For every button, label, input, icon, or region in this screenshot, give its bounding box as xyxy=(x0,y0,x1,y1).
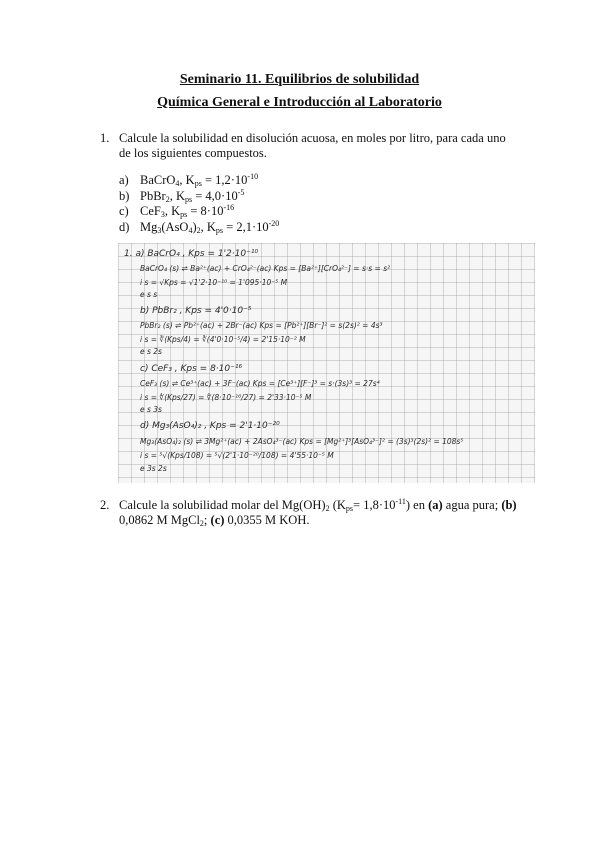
text-run: (K xyxy=(329,498,346,512)
k-value: = 2,1·10 xyxy=(223,219,269,234)
text-run: Calcule la solubilidad molar del Mg(OH) xyxy=(119,498,326,512)
notes-line: PbBr₂ (s) ⇌ Pb²⁺(ac) + 2Br⁻(ac) Kps = [Pb²⁺][Br⁻]² = s(2s)² = 4s³ xyxy=(140,321,383,330)
notes-line: e s 3s xyxy=(140,405,162,414)
part-label: (c) xyxy=(210,513,225,527)
exponent: -11 xyxy=(395,497,406,506)
text-run: 0,0355 M KOH. xyxy=(224,513,310,527)
notes-line: 1. a) BaCrO₄ , Kps = 1'2·10⁻¹⁰ xyxy=(124,249,259,259)
subscript: 2 xyxy=(196,225,201,235)
k-value: = 8·10 xyxy=(187,204,224,218)
notes-line: d) Mg₃(AsO₄)₂ , Kps = 2'1·10⁻²⁰ xyxy=(140,421,280,431)
exponent: -10 xyxy=(247,172,259,181)
k-label: , K xyxy=(169,188,185,203)
question-text: Calcule la solubilidad en disolución acuosa, en moles por litro, para cada uno de los siguientes compuestos. xyxy=(119,131,506,160)
notes-line: CeF₃ (s) ⇌ Ce³⁺(ac) + 3F⁻(ac) Kps = [Ce³⁺][F⁻]³ = s·(3s)³ = 27s⁴ xyxy=(140,379,380,388)
text-run: 0,0862 M MgCl xyxy=(119,513,200,527)
item-label: d) xyxy=(119,219,130,234)
compound-list xyxy=(119,173,279,235)
subscript: ps xyxy=(180,210,188,219)
question-text xyxy=(119,498,529,528)
formula: (AsO xyxy=(161,219,189,234)
text-run: = 1,8·10 xyxy=(353,498,396,512)
notes-line: i s = ∛(Kps/4) = ∛(4'0·10⁻⁵/4) = 2'15·10⁻² M xyxy=(140,335,306,344)
notes-line: i s = ⁵√(Kps/108) = ⁵√(2'1·10⁻²⁰/108) = 4'55·10⁻⁵ M xyxy=(140,451,334,460)
subscript: ps xyxy=(345,504,354,513)
k-label: , K xyxy=(164,204,181,218)
exponent: -20 xyxy=(268,218,280,228)
notes-line: e 3s 2s xyxy=(140,464,167,473)
formula: Mg xyxy=(140,219,158,234)
document-subtitle: Química General e Introducción al Laboratorio xyxy=(157,95,442,110)
formula: PbBr xyxy=(140,188,166,203)
part-label: (b) xyxy=(501,498,517,512)
item-label: c) xyxy=(119,204,129,218)
notes-line: BaCrO₄ (s) ⇌ Ba²⁺(ac) + CrO₄²⁻(ac) Kps = [Ba²⁺][CrO₄²⁻] = s·s = s² xyxy=(140,264,391,273)
subscript: 2 xyxy=(325,504,330,513)
notes-line: e s 2s xyxy=(140,347,162,356)
part-label: (a) xyxy=(428,498,443,512)
list-item xyxy=(119,173,279,189)
formula: BaCrO xyxy=(140,173,176,187)
notes-line: b) PbBr₂ , Kps = 4'0·10⁻⁵ xyxy=(140,306,252,316)
question-number: 1. xyxy=(100,131,110,145)
text-run: ) en xyxy=(405,498,429,512)
k-label: , K xyxy=(200,219,216,234)
notes-line: c) CeF₃ , Kps = 8·10⁻¹⁶ xyxy=(140,364,243,374)
formula: CeF xyxy=(140,204,161,218)
list-item xyxy=(119,189,279,205)
list-item xyxy=(119,220,279,236)
document-title: Seminario 11. Equilibrios de solubilidad xyxy=(179,72,420,87)
text-run: agua pura; xyxy=(442,498,502,512)
subscript: 3 xyxy=(157,225,162,235)
subscript: ps xyxy=(184,194,193,204)
item-label: b) xyxy=(119,188,130,203)
notes-line: i s = ∜(Kps/27) = ∜(8·10⁻¹⁶/27) = 2'33·10⁻⁵ M xyxy=(140,393,312,402)
k-value: = 1,2·10 xyxy=(201,173,248,187)
handwritten-notes-image xyxy=(118,243,535,483)
notes-line: Mg₃(AsO₄)₂ (s) ⇌ 3Mg²⁺(ac) + 2AsO₄³⁻(ac) Kps = [Mg²⁺]³[AsO₄³⁻]² = (3s)³(2s)² = 108s⁵ xyxy=(140,437,464,446)
subscript: 3 xyxy=(160,210,165,219)
question-number: 2. xyxy=(100,498,110,512)
text-run: ; xyxy=(203,513,211,527)
k-label: , K xyxy=(179,173,195,187)
k-value: = 4,0·10 xyxy=(192,188,238,203)
notes-line: i s = √Kps = √1'2·10⁻¹⁰ = 1'095·10⁻⁵ M xyxy=(140,278,288,287)
subscript: 2 xyxy=(199,519,204,528)
exponent: -5 xyxy=(237,187,245,197)
item-label: a) xyxy=(119,173,129,187)
subscript: 4 xyxy=(188,225,193,235)
exponent: -16 xyxy=(223,203,235,212)
formula: ) xyxy=(192,219,197,234)
subscript: 4 xyxy=(175,179,180,188)
list-item xyxy=(119,204,279,220)
subscript: 2 xyxy=(165,194,170,204)
notes-line: e s s xyxy=(140,290,158,299)
subscript: ps xyxy=(215,225,224,235)
subscript: ps xyxy=(194,179,202,188)
